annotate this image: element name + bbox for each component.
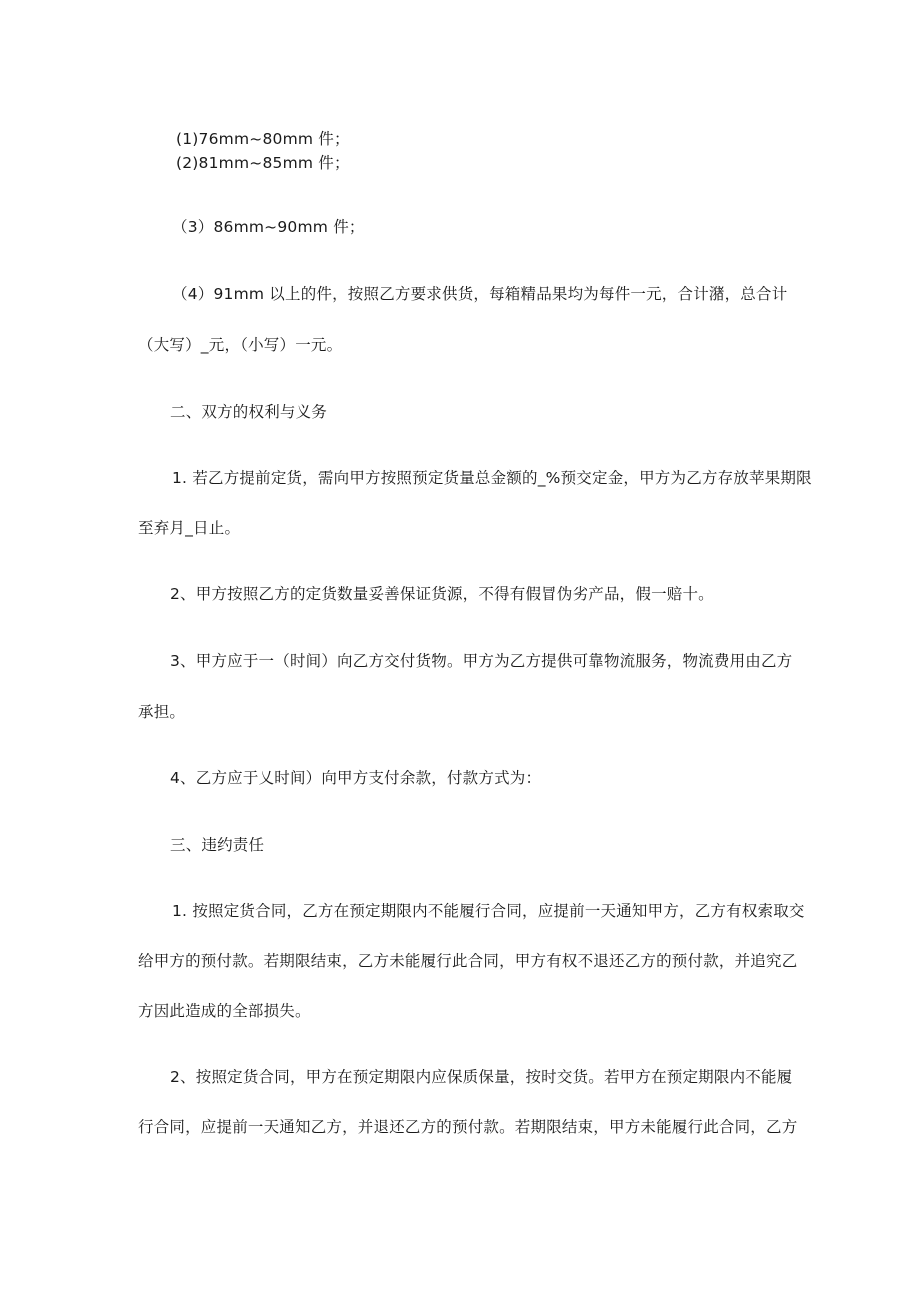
section-3-clause-1-line-3: 方因此造成的全部损失。 xyxy=(138,1002,311,1020)
size-item-3: （3）86mm~90mm 件； xyxy=(172,218,365,236)
size-item-1: (1)76mm~80mm 件； xyxy=(176,130,350,148)
section-2-clause-4: 4、乙方应于乂时间）向甲方支付余款，付款方式为： xyxy=(170,769,542,787)
section-3-clause-1-line-2: 给甲方的预付款。若期限结束，乙方未能履行此合同，甲方有权不退还乙方的预付款，并追究乙 xyxy=(138,952,798,970)
section-2-clause-1-line-2: 至弃月_日止。 xyxy=(138,519,241,537)
section-3-heading: 三、违约责任 xyxy=(170,836,265,854)
section-2-heading: 二、双方的权利与义务 xyxy=(170,403,328,421)
section-2-clause-3-line-2: 承担。 xyxy=(138,703,186,721)
section-3-clause-2-line-2: 行合同，应提前一天通知乙方，并退还乙方的预付款。若期限结束，甲方未能履行此合同，乙方 xyxy=(138,1118,798,1136)
section-3-clause-1-line-1: 1. 按照定货合同，乙方在预定期限内不能履行合同，应提前一天通知甲方，乙方有权索取交 xyxy=(172,902,805,920)
size-item-2: (2)81mm~85mm 件； xyxy=(176,154,350,172)
section-3-clause-2-line-1: 2、按照定货合同，甲方在预定期限内应保质保量，按时交货。若甲方在预定期限内不能履 xyxy=(170,1068,793,1086)
section-2-clause-3-line-1: 3、甲方应于一（时间）向乙方交付货物。甲方为乙方提供可靠物流服务，物流费用由乙方 xyxy=(170,652,793,670)
section-2-clause-2: 2、甲方按照乙方的定货数量妥善保证货源，不得有假冒伪劣产品，假一赔十。 xyxy=(170,585,714,603)
section-2-clause-1-line-1: 1. 若乙方提前定货，需向甲方按照预定货量总金额的_%预交定金，甲方为乙方存放苹果期限 xyxy=(172,469,812,487)
size-item-4-line-2: （大写）_元，（小写）一元。 xyxy=(138,336,343,354)
size-item-4-line-1: （4）91mm 以上的件，按照乙方要求供货，每箱精品果均为每件一元，合计潴，总合计 xyxy=(172,285,788,303)
